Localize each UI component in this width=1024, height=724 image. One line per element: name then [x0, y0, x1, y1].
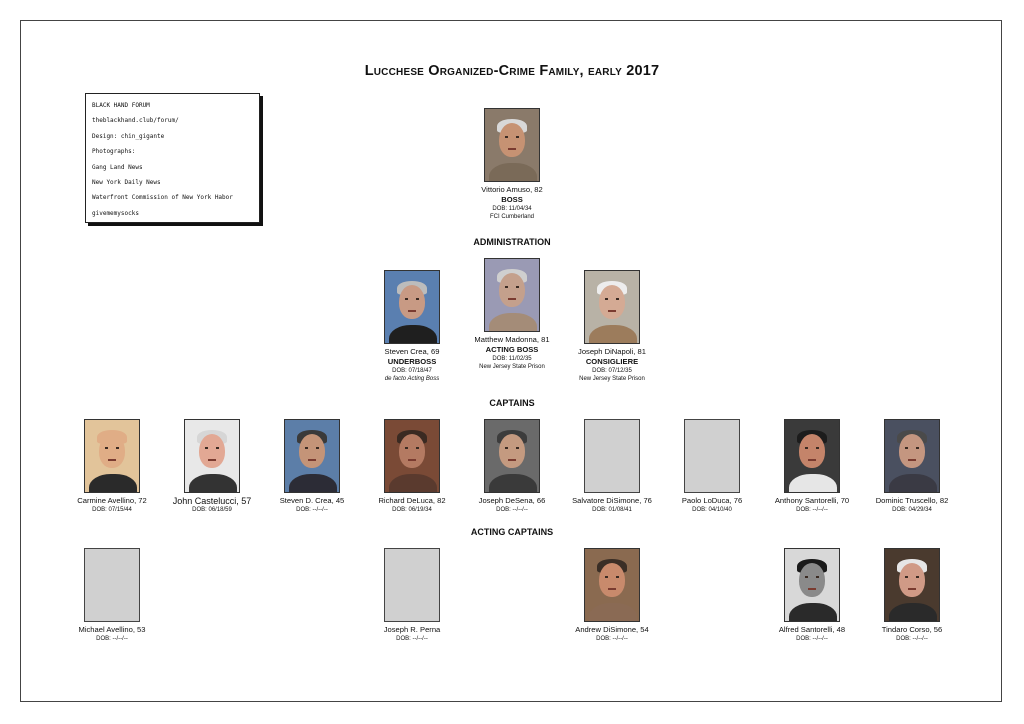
captain-card — [157, 419, 267, 514]
portrait-head — [599, 563, 625, 597]
member-dob: DOB: 07/18/47 — [392, 368, 432, 374]
captain-card — [457, 419, 567, 514]
member-dob: DOB: --/--/-- — [496, 507, 528, 513]
section-administration: ADMINISTRATION — [473, 237, 551, 247]
portrait-mouth — [308, 459, 316, 461]
portrait-eyes — [405, 298, 419, 300]
portrait-mouth — [508, 298, 516, 300]
member-dob: DOB: 04/29/34 — [892, 507, 932, 513]
portrait-mouth — [808, 459, 816, 461]
member-location: New Jersey State Prison — [479, 364, 545, 370]
portrait-eyes — [505, 447, 519, 449]
portrait-body — [189, 474, 237, 493]
captain-card — [257, 419, 367, 514]
section-acting-captains: ACTING CAPTAINS — [470, 527, 554, 537]
acting-captain-card — [857, 548, 967, 643]
captain-card — [357, 419, 467, 514]
credit-line: Gang Land News — [92, 163, 143, 171]
member-role: ACTING BOSS — [485, 345, 539, 354]
member-name: Michael Avellino, 53 — [78, 625, 146, 634]
portrait-head — [399, 285, 425, 319]
member-role: BOSS — [501, 195, 523, 204]
photo-placeholder — [384, 548, 440, 622]
photo-placeholder — [84, 548, 140, 622]
credit-line: BLACK HAND FORUM — [92, 102, 150, 109]
photo-portrait — [884, 548, 940, 622]
portrait-body — [789, 474, 837, 493]
photo-placeholder — [584, 419, 640, 493]
member-dob: DOB: 06/18/59 — [192, 507, 232, 513]
member-dob: DOB: 04/10/40 — [692, 507, 732, 513]
member-dob: DOB: 01/08/41 — [592, 507, 632, 513]
photo-portrait — [784, 419, 840, 493]
member-name: Steven Crea, 69 — [384, 347, 440, 356]
member-name: Andrew DiSimone, 54 — [575, 625, 649, 634]
member-name: Joseph R. Perna — [383, 625, 441, 634]
portrait-eyes — [605, 298, 619, 300]
photo-portrait — [184, 419, 240, 493]
portrait-head — [899, 563, 925, 597]
member-name: Paolo LoDuca, 76 — [681, 496, 743, 505]
photo-portrait — [784, 548, 840, 622]
portrait-body — [289, 474, 337, 493]
member-dob: DOB: 06/19/34 — [392, 507, 432, 513]
member-dob: DOB: 11/04/34 — [492, 206, 532, 212]
portrait-body — [389, 474, 437, 493]
captain-card — [557, 419, 667, 514]
member-name: Joseph DeSena, 66 — [478, 496, 546, 505]
portrait-eyes — [505, 286, 519, 288]
member-name: Anthony Santorelli, 70 — [774, 496, 850, 505]
member-dob: DOB: --/--/-- — [796, 636, 828, 642]
member-name: Joseph DiNapoli, 81 — [578, 347, 646, 356]
portrait-mouth — [608, 588, 616, 590]
portrait-eyes — [405, 447, 419, 449]
member-dob: DOB: --/--/-- — [796, 507, 828, 513]
photo-portrait — [484, 258, 540, 332]
portrait-mouth — [408, 459, 416, 461]
member-dob: DOB: --/--/-- — [296, 507, 328, 513]
credit-line: theblackhand.club/forum/ — [92, 117, 179, 125]
boss-card — [457, 108, 567, 221]
captain-card — [757, 419, 867, 514]
member-name: Richard DeLuca, 82 — [378, 496, 446, 505]
portrait-mouth — [108, 459, 116, 461]
credits-box — [85, 93, 260, 223]
portrait-mouth — [508, 148, 516, 150]
section-captains: CAPTAINS — [489, 398, 535, 408]
acting-captain-card — [757, 548, 867, 643]
photo-portrait — [484, 108, 540, 182]
portrait-body — [589, 325, 637, 344]
portrait-mouth — [208, 459, 216, 461]
portrait-head — [99, 434, 125, 468]
credit-line: Photographs: — [92, 148, 136, 156]
portrait-eyes — [105, 447, 119, 449]
portrait-head — [799, 434, 825, 468]
photo-portrait — [484, 419, 540, 493]
portrait-eyes — [905, 576, 919, 578]
portrait-mouth — [508, 459, 516, 461]
portrait-head — [499, 434, 525, 468]
portrait-mouth — [408, 310, 416, 312]
portrait-body — [889, 603, 937, 622]
portrait-head — [599, 285, 625, 319]
portrait-head — [199, 434, 225, 468]
photo-portrait — [584, 548, 640, 622]
portrait-body — [789, 603, 837, 622]
member-dob: DOB: --/--/-- — [396, 636, 428, 642]
portrait-body — [389, 325, 437, 344]
portrait-mouth — [908, 459, 916, 461]
portrait-body — [489, 474, 537, 493]
member-dob: DOB: 07/15/44 — [92, 507, 132, 513]
member-dob: DOB: --/--/-- — [96, 636, 128, 642]
member-name: Alfred Santorelli, 48 — [778, 625, 846, 634]
acting-captain-card — [57, 548, 167, 643]
credit-line: Waterfront Commission of New York Habor — [92, 194, 233, 202]
portrait-eyes — [905, 447, 919, 449]
portrait-body — [889, 474, 937, 493]
portrait-eyes — [805, 447, 819, 449]
member-name: Dominic Truscello, 82 — [875, 496, 949, 505]
chart-title: Lucchese Organized-Crime Family, early 2017 — [364, 63, 660, 79]
member-name: Tindaro Corso, 56 — [881, 625, 943, 634]
portrait-eyes — [805, 576, 819, 578]
photo-portrait — [384, 270, 440, 344]
member-name: Salvatore DiSimone, 76 — [572, 496, 652, 505]
portrait-mouth — [908, 588, 916, 590]
portrait-head — [299, 434, 325, 468]
acting-boss-card — [457, 258, 567, 371]
captain-card — [657, 419, 767, 514]
photo-portrait — [584, 270, 640, 344]
credit-line: givememysocks — [92, 209, 139, 217]
portrait-eyes — [205, 447, 219, 449]
member-role: CONSIGLIERE — [585, 357, 639, 366]
portrait-body — [489, 163, 537, 182]
member-name: Carmine Avellino, 72 — [77, 496, 147, 505]
member-dob: DOB: --/--/-- — [896, 636, 928, 642]
member-dob: DOB: 11/02/35 — [492, 356, 532, 362]
portrait-body — [489, 313, 537, 332]
consigliere-card — [557, 270, 667, 383]
photo-portrait — [884, 419, 940, 493]
portrait-mouth — [608, 310, 616, 312]
member-name: Steven D. Crea, 45 — [279, 496, 345, 505]
member-dob: DOB: 07/12/35 — [592, 368, 632, 374]
portrait-eyes — [605, 576, 619, 578]
portrait-body — [89, 474, 137, 493]
portrait-body — [589, 603, 637, 622]
portrait-head — [499, 123, 525, 157]
member-note: de facto Acting Boss — [384, 376, 440, 382]
member-dob: DOB: --/--/-- — [596, 636, 628, 642]
photo-portrait — [84, 419, 140, 493]
member-name: Vittorio Amuso, 82 — [481, 185, 543, 194]
portrait-head — [499, 273, 525, 307]
portrait-head — [399, 434, 425, 468]
photo-portrait — [384, 419, 440, 493]
member-location: FCI Cumberland — [489, 214, 534, 220]
credit-line: New York Daily News — [92, 179, 161, 187]
underboss-card — [357, 270, 467, 383]
acting-captain-card — [357, 548, 467, 643]
captain-card — [57, 419, 167, 514]
photo-placeholder — [684, 419, 740, 493]
portrait-head — [799, 563, 825, 597]
portrait-eyes — [505, 136, 519, 138]
member-location: New Jersey State Prison — [579, 376, 645, 382]
member-role: UNDERBOSS — [387, 357, 437, 366]
portrait-eyes — [305, 447, 319, 449]
portrait-head — [899, 434, 925, 468]
photo-portrait — [284, 419, 340, 493]
captain-card — [857, 419, 967, 514]
member-name: John Castelucci, 57 — [172, 496, 252, 506]
acting-captain-card — [557, 548, 667, 643]
credit-line: Design: chin_gigante — [92, 132, 165, 140]
portrait-mouth — [808, 588, 816, 590]
member-name: Matthew Madonna, 81 — [474, 335, 550, 344]
